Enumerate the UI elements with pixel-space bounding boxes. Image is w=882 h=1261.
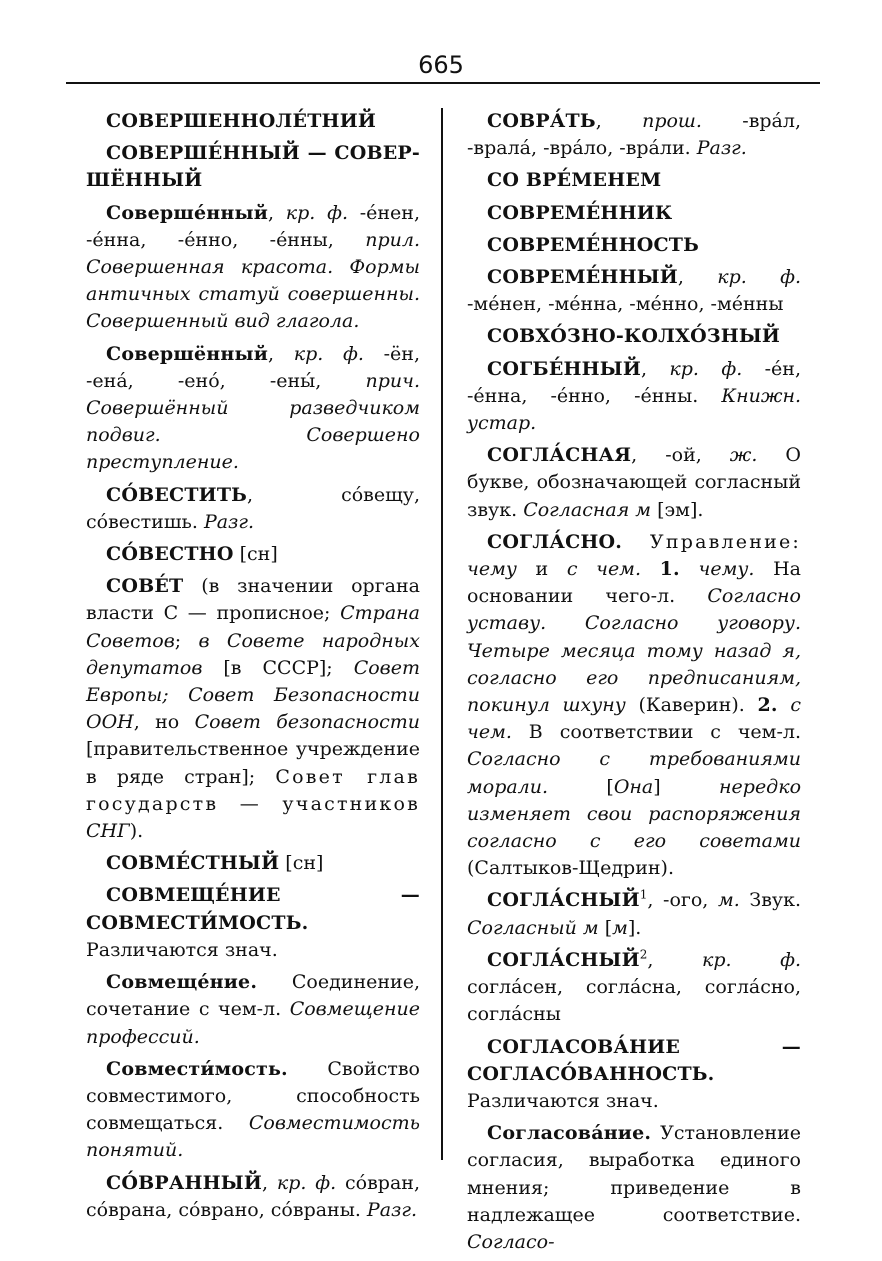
- dictionary-entry: [467, 1120, 801, 1256]
- entry-italic-text: Страна Советов: [86, 602, 420, 652]
- entry-headword: Совершённый: [106, 342, 269, 365]
- headword-entry: [467, 323, 801, 350]
- entry-headword: СО́ВЕСТНО: [106, 543, 234, 566]
- entry-italic-text: Книжн. устар.: [467, 384, 801, 435]
- entry-italic-text: с чем.: [467, 694, 801, 744]
- entry-text: согла́сен, согла́сна, согла́сно, согла́сны: [467, 976, 801, 1026]
- entry-italic-text: Согласо-: [467, 1230, 555, 1253]
- entry-headword: СОГЛА́СНЫЙ: [487, 889, 640, 912]
- entry-italic-text: кр. ф.: [717, 266, 801, 289]
- entry-headword: СОГЛА́СНАЯ: [487, 444, 632, 467]
- dictionary-entry: [467, 264, 801, 318]
- dictionary-entry: [86, 541, 420, 568]
- entry-text: [правительственное учреждение в ряде стран];: [86, 738, 420, 788]
- entry-headword: СОВРЕМЕ́ННИК: [487, 201, 673, 224]
- entry-text: , со́вещу, со́вестишь.: [86, 483, 420, 533]
- headword-entry: [86, 108, 420, 135]
- entry-italic-text: Разг.: [366, 1198, 418, 1221]
- entry-text: ,: [268, 201, 286, 224]
- entry-spaced-text: Совет глав государств — участников: [86, 765, 420, 815]
- homonym-index: 2: [639, 947, 648, 962]
- entry-headword: СОГЛА́СНЫЙ: [487, 948, 640, 971]
- entry-italic-text: СНГ: [86, 820, 130, 843]
- entry-italic-text: прич. Совершённый разведчиком подвиг. Совершено преступление.: [86, 369, 420, 474]
- entry-text: ,: [641, 357, 670, 380]
- entry-italic-text: кр. ф.: [285, 201, 348, 224]
- entry-text: (Каверин).: [625, 694, 758, 717]
- entry-italic-text: Совмещение профессий.: [86, 998, 420, 1048]
- entry-text: , -ой,: [631, 444, 730, 467]
- entry-italic-text: кр. ф.: [701, 948, 801, 971]
- dictionary-entry: [86, 1056, 420, 1165]
- entry-text: [680, 558, 699, 580]
- page-number: 665: [418, 51, 464, 79]
- entry-text: ;: [174, 629, 199, 652]
- entry-text: [сн]: [279, 852, 324, 875]
- dictionary-entry: [467, 356, 801, 438]
- entry-text: -е́н, -е́нна, -е́нно, -е́нны.: [467, 357, 801, 407]
- dictionary-entry: [86, 341, 420, 477]
- entry-italic-text: прош.: [642, 110, 702, 132]
- entry-text: [: [598, 916, 613, 939]
- dictionary-entry: [467, 529, 801, 883]
- entry-text: [в СССР];: [202, 656, 354, 679]
- entry-headword: Согласова́ние.: [487, 1122, 652, 1145]
- entry-headword: СОВМЕЩЕ́НИЕ — СОВМЕСТИ́МОСТЬ.: [86, 884, 420, 934]
- entry-headword: 2.: [757, 694, 778, 717]
- entry-italic-text: с чем.: [566, 558, 641, 581]
- entry-text: -ме́нен, -ме́нна, -ме́нно, -ме́нны: [467, 293, 784, 316]
- entry-text: ,: [677, 266, 718, 289]
- headword-entry: [467, 200, 801, 227]
- dictionary-entry: [467, 442, 801, 524]
- entry-text: ]: [653, 775, 720, 798]
- entry-text: [эм].: [651, 498, 704, 521]
- dictionary-entry: [86, 882, 420, 964]
- entry-headword: СО́ВРАННЫЙ: [106, 1171, 262, 1194]
- entry-italic-text: Согласный м: [467, 916, 599, 939]
- dictionary-entry: [467, 1034, 801, 1116]
- entry-text: -ён, -ена́, -ено́, -ены́,: [86, 342, 420, 392]
- right-column: [467, 108, 801, 1261]
- entry-italic-text: Разг.: [203, 510, 255, 533]
- entry-italic-text: нередко изменяет свои распоряжения согласно с его советами: [467, 775, 802, 853]
- entry-headword: СОВРЕМЕ́ННЫЙ: [487, 266, 678, 289]
- entry-italic-text: Разг.: [696, 137, 747, 160]
- entry-text: [: [548, 775, 614, 798]
- entry-text: [622, 531, 650, 553]
- entry-headword: СОВЕРШЕ́ННЫЙ — СОВЕР-ШЁННЫЙ: [86, 142, 420, 192]
- entry-italic-text: Согласно с требованиями морали.: [467, 748, 801, 798]
- entry-italic-text: м.: [717, 889, 740, 912]
- entry-italic-text: Совет безопасности: [194, 711, 420, 734]
- dictionary-entry: [86, 850, 420, 877]
- left-column: [86, 108, 420, 1229]
- entry-italic-text: Совместимость понятий.: [86, 1112, 420, 1162]
- entry-text: Соединение, сочетание с чем-л.: [86, 971, 420, 1021]
- entry-text: ).: [129, 820, 144, 843]
- entry-headword: СОГЛА́СНО.: [487, 530, 623, 553]
- entry-text: (Салтыков-Щедрин).: [467, 857, 674, 880]
- entry-italic-text: Согласно уставу. Согласно уговору. Четыре месяца тому назад я, согласно его предписаниям, покинул шхуну: [467, 585, 801, 717]
- entry-text: Различаются знач.: [467, 1089, 659, 1112]
- entry-text: [778, 694, 791, 716]
- header-rule: [66, 82, 820, 84]
- entry-italic-text: кр. ф.: [669, 357, 743, 380]
- entry-italic-text: ж.: [729, 444, 758, 467]
- entry-text: [сн]: [233, 543, 278, 566]
- entry-headword: 1.: [659, 558, 680, 581]
- entry-headword: СОВМЕ́СТНЫЙ: [106, 852, 280, 875]
- entry-italic-text: Согласная м: [523, 498, 652, 521]
- entry-italic-text: прил. Совершенная красота. Формы античных статуй совершенны. Совершенный вид глагола.: [86, 228, 420, 333]
- entry-text: (в значении органа власти С — прописное;: [86, 575, 420, 625]
- entry-text: ,: [261, 1171, 277, 1194]
- entry-text: Звук.: [739, 889, 801, 912]
- entry-headword: СОВХО́ЗНО-КОЛХО́ЗНЫЙ: [487, 325, 781, 348]
- entry-text: -е́нен, -е́нна, -е́нно, -е́нны,: [86, 201, 420, 251]
- entry-text: , но: [133, 711, 195, 734]
- entry-text: [641, 558, 660, 580]
- entry-text: Различаются знач.: [86, 938, 278, 961]
- dictionary-entry: [467, 947, 801, 1029]
- entry-italic-text: чему.: [698, 558, 755, 581]
- entry-text: В соответствии с чем-л.: [511, 721, 801, 744]
- entry-italic-text: в Совете народных депутатов: [86, 629, 420, 679]
- headword-entry: [467, 232, 801, 259]
- entry-text: ].: [627, 916, 642, 939]
- headword-entry: [467, 167, 801, 194]
- dictionary-entry: [467, 108, 801, 162]
- entry-headword: Совмести́мость.: [106, 1057, 288, 1080]
- entry-headword: СО́ВЕСТИТЬ: [106, 483, 248, 506]
- entry-headword: СОВЕ́Т: [106, 575, 184, 598]
- entry-headword: СОГБЕ́ННЫЙ: [487, 357, 641, 380]
- column-divider: [441, 108, 443, 1160]
- dictionary-entry: [86, 482, 420, 536]
- entry-headword: СО ВРЕ́МЕНЕМ: [487, 169, 662, 192]
- entry-text: ,: [268, 342, 294, 365]
- entry-text: Установление согласия, выработка единого мнения; приведение в надлежащее соответствие.: [467, 1122, 801, 1226]
- entry-text: со́вран, со́врана, со́врано, со́враны.: [86, 1171, 420, 1221]
- entry-headword: Соверше́нный: [106, 201, 269, 224]
- dictionary-entry: [86, 200, 420, 336]
- entry-text: О букве, обозначающей согласный звук.: [467, 444, 801, 521]
- dictionary-entry: [86, 1170, 420, 1224]
- dictionary-entry: [467, 887, 801, 941]
- entry-italic-text: кр. ф.: [276, 1171, 337, 1194]
- entry-text: и: [516, 558, 567, 581]
- entry-spaced-text: Управление:: [649, 530, 801, 553]
- entry-italic-text: кр. ф.: [293, 342, 364, 365]
- dictionary-entry: [86, 573, 420, 845]
- entry-italic-text: Она: [613, 775, 654, 798]
- entry-italic-text: м: [612, 916, 628, 939]
- entry-headword: СОВЕРШЕННОЛЕ́ТНИЙ: [106, 110, 377, 132]
- entry-headword: СОВРЕМЕ́ННОСТЬ: [487, 233, 700, 256]
- dictionary-entry: [86, 969, 420, 1051]
- entry-italic-text: Совет Европы; Совет Безопасности ООН: [86, 656, 420, 734]
- entry-text: Свойство совместимого, способность совмещаться.: [86, 1057, 420, 1135]
- entry-text: , -ого,: [647, 889, 718, 912]
- homonym-index: 1: [639, 888, 648, 903]
- entry-headword: СОВРА́ТЬ: [487, 110, 596, 132]
- entry-text: -вра́л, -врала́, -вра́ло, -вра́ли.: [467, 110, 801, 160]
- entry-italic-text: чему: [467, 558, 517, 581]
- entry-headword: СОГЛАСОВА́НИЕ — СОГЛАСО́ВАННОСТЬ.: [467, 1035, 801, 1085]
- headword-entry: [86, 140, 420, 194]
- entry-text: ,: [595, 110, 643, 132]
- entry-headword: Совмеще́ние.: [106, 971, 258, 994]
- entry-text: На основании чего-л.: [467, 558, 801, 608]
- entry-text: ,: [647, 948, 702, 971]
